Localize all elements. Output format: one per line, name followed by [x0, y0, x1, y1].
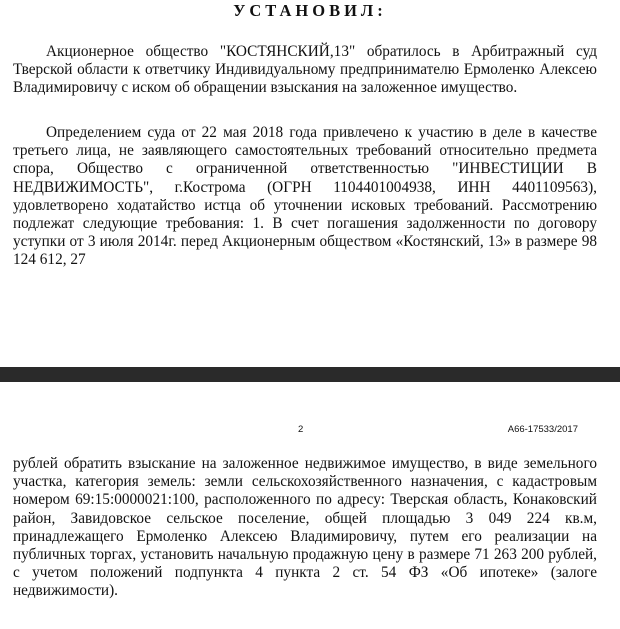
page-number: 2: [298, 424, 304, 435]
case-number: А66-17533/2017: [507, 424, 578, 435]
paragraph-claim: Акционерное общество "КОСТЯНСКИЙ,13" обратилось в Арбитражный суд Тверской области к ответчику Индивидуальному предпринимателю Ермоленко Алексею Владимировичу с иском об обращении взыскания на заложенное имущество.: [13, 43, 597, 97]
section-heading: УСТАНОВИЛ:: [233, 1, 387, 20]
page-separator: [0, 367, 620, 382]
paragraph-court-ruling: Определением суда от 22 мая 2018 года привлечено к участию в деле в качестве третьего лица, не заявляющего самостоятельных требований относительно предмета спора, Общество с ограниченной ответственностью "ИНВЕСТИЦИИ В НЕДВИЖИМОСТЬ", г.Кострома (ОГРН 1104401004938, ИНН 4401109563), удовлетворено ходатайство истца об уточнении исковых требований. Рассмотрению подлежат следующие требования: 1. В счет погашения задолженности по договору уступки от 3 июля 2014г. перед Акционерным обществом «Костянский, 13» в размере 98 124 612, 27: [13, 124, 597, 269]
paragraph-requirements-continued: рублей обратить взыскание на заложенное недвижимое имущество, в виде земельного участка, категория земель: земли сельскохозяйственного назначения, с кадастровым номером 69:15:0000021:100, расположенного по адресу: Тверская область, Конаковский район, Завидовское сельское поселение, общей площадью 3 049 224 кв.м, принадлежащего Ермоленко Алексею Владимировичу, путем его реализации на публичных торгах, установить начальную продажную цену в размере 71 263 200 рублей, с учетом положений подпункта 4 пункта 2 ст. 54 ФЗ «Об ипотеке» (залоге недвижимости).: [13, 455, 597, 600]
